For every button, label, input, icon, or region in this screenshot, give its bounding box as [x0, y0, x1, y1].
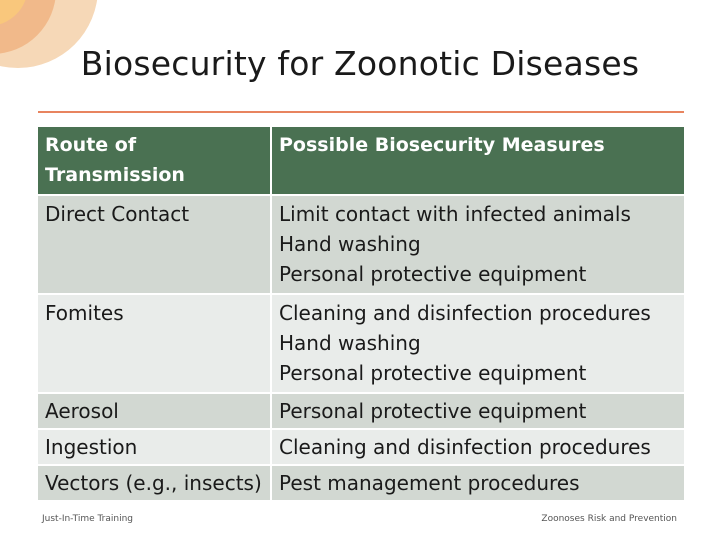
table-row	[37, 393, 685, 429]
route-cell: Fomites	[37, 294, 271, 393]
table-row	[37, 294, 685, 393]
table-row	[37, 465, 685, 501]
measure-item: Cleaning and disinfection procedures	[279, 301, 651, 325]
header-measures: Possible Biosecurity Measures	[271, 126, 685, 195]
measures-cell	[271, 465, 685, 501]
measure-item: Personal protective equipment	[279, 361, 587, 385]
table-header-row	[37, 126, 685, 195]
measure-item: Hand washing	[279, 232, 421, 256]
biosecurity-table	[36, 125, 686, 502]
route-cell: Aerosol	[37, 393, 271, 429]
measure-item: Hand washing	[279, 331, 421, 355]
header-route: Route of Transmission	[37, 126, 271, 195]
measure-item: Limit contact with infected animals	[279, 202, 631, 226]
measures-cell	[271, 393, 685, 429]
footer-left-text: Just-In-Time Training	[42, 514, 134, 524]
slide-title: Biosecurity for Zoonotic Diseases	[80, 44, 640, 83]
measures-cell	[271, 294, 685, 393]
measure-item: Pest management procedures	[279, 471, 580, 495]
route-cell: Ingestion	[37, 429, 271, 465]
measure-item: Personal protective equipment	[279, 262, 587, 286]
footer-right-text: Zoonoses Risk and Prevention	[541, 514, 677, 524]
title-underline	[38, 111, 684, 113]
measures-cell	[271, 195, 685, 294]
measures-cell	[271, 429, 685, 465]
route-cell: Vectors (e.g., insects)	[37, 465, 271, 501]
table-row	[37, 195, 685, 294]
route-cell: Direct Contact	[37, 195, 271, 294]
measure-item: Cleaning and disinfection procedures	[279, 435, 651, 459]
table-row	[37, 429, 685, 465]
measure-item: Personal protective equipment	[279, 399, 587, 423]
